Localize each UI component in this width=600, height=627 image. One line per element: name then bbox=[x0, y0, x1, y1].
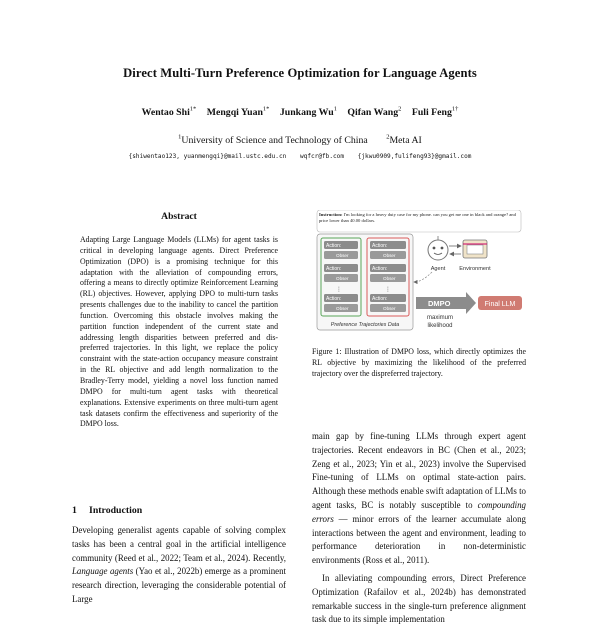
likelihood-label: likelihood bbox=[427, 323, 453, 329]
right-column-text bbox=[312, 430, 526, 627]
email-list bbox=[0, 153, 600, 160]
agent-icon bbox=[428, 236, 448, 260]
collect-arrow bbox=[414, 272, 432, 282]
figure-1 bbox=[312, 210, 526, 338]
action-label: Action: bbox=[326, 266, 342, 272]
author: Fuli Feng$^{1\dagger}$ bbox=[411, 106, 459, 119]
author: Junkang Wu$^1$ bbox=[279, 106, 337, 119]
environment-label: Environment bbox=[459, 266, 491, 272]
figure-diagram bbox=[312, 210, 526, 338]
observation-label: Obser bbox=[383, 276, 396, 281]
affiliation: $^2$Meta AI bbox=[386, 134, 422, 147]
paragraph: main gap by fine-tuning LLMs through expert agent trajectories. Recent endeavors in BC (Chen et al., 2023; Zeng et al., 2023; Yin et al., 2023) involve the Supervised Fine-tuning of LLMs on optimal state-action pairs. Although these methods enable swift adaptation of LLMs to agent tasks, BC is notably susceptible to compounding errors — minor errors of the learner accumulate along interactions between the agent and environment, leading to performance deterioration in non-deterministic environments (Ross et al., 2011). bbox=[312, 431, 526, 566]
figure-caption: Figure 1: Illustration of DMPO loss, which directly optimizes the RL objective by maximizing the likelihood of the preferred trajectory over the dispreferred trajectory. bbox=[312, 347, 526, 378]
final-llm-label: Final LLM bbox=[484, 301, 516, 308]
ellipsis-mark: ⋮ bbox=[336, 287, 342, 293]
introduction-text: Developing generalist agents capable of solving complex tasks has been a central goal in the artificial intelligence community (Reed et al., 2022; Team et al., 2024). Recently, Language agents (Yao et al., 2022b) emerge as a prominent research direction, leveraging the considerable potential of Large bbox=[72, 525, 286, 604]
observation-label: Obser bbox=[383, 306, 396, 311]
dataset-label: Preference Trajectories Data bbox=[330, 322, 400, 328]
environment-icon bbox=[463, 240, 487, 258]
action-label: Action: bbox=[372, 296, 388, 302]
abstract-section bbox=[72, 211, 286, 430]
email[interactable]: {shiwentao123, yuanmengqi}@mail.ustc.edu.cn bbox=[128, 153, 287, 160]
email[interactable]: {jkwu0909,fulifeng93}@gmail.com bbox=[357, 153, 472, 160]
max-label: maximum bbox=[426, 315, 454, 321]
ellipsis-mark: ⋮ bbox=[385, 287, 391, 293]
author: Mengqi Yuan$^{1*}$ bbox=[206, 106, 270, 119]
affiliations bbox=[0, 134, 600, 146]
section-heading-introduction: 1 Introduction bbox=[72, 505, 143, 516]
agent-label: Agent bbox=[430, 266, 446, 272]
author: Qifan Wang$^2$ bbox=[347, 106, 402, 119]
email[interactable]: wqfcr@fb.com bbox=[300, 153, 345, 160]
paper-title: Direct Multi-Turn Preference Optimization for Language Agents bbox=[123, 66, 477, 80]
instruction-box bbox=[317, 210, 521, 232]
observation-label: Obser bbox=[383, 253, 396, 258]
abstract-text: Adapting Large Language Models (LLMs) for agent tasks is critical in developing language agents. Direct Preference Optimization (DPO) is a promising technique for this adaptation with the alleviation of compounding errors, offering a means to directly optimize Reinforcement Learning (RL) objectives. However, applying DPO to multi-turn tasks presents challenges due to the inability to cancel the partition function. Overcoming this obstacle involves making the partition function independent of the current state and addressing length disparities between preferred and dis-preferred trajectories. In this light, we replace the policy constraint with the state-action occupancy measure constraint in the RL objective and add length normalization to the Bradley-Terry model, yielding a novel loss function named DMPO for multi-turn agent tasks with theoretical explanations. Extensive experiments on three multi-turn agent task datasets confirm the effectiveness and superiority of the DMPO loss. bbox=[80, 235, 278, 429]
author-list bbox=[0, 106, 600, 118]
affiliation: $^1$University of Science and Technology of China bbox=[178, 134, 368, 147]
action-label: Action: bbox=[372, 243, 388, 249]
observation-label: Obser bbox=[336, 253, 349, 258]
paragraph: In alleviating compounding errors, Direct Preference Optimization (Rafailov et al., 2024b) has demonstrated remarkable success in the single-turn preference alignment task due to its simple implementation bbox=[312, 572, 526, 625]
observation-label: Obser bbox=[336, 306, 349, 311]
observation-label: Obser bbox=[336, 276, 349, 281]
action-label: Action: bbox=[372, 266, 388, 272]
abstract-heading: Abstract bbox=[161, 211, 197, 222]
dmpo-label: DMPO bbox=[428, 299, 451, 308]
author: Wentao Shi$^{1*}$ bbox=[141, 106, 197, 119]
action-label: Action: bbox=[326, 243, 342, 249]
figure-instruction: Instruction: I'm looking for a heavy duty case for my phone. can you get me one in black and orange? and price lower than 40.00 dollars. bbox=[319, 212, 516, 224]
action-label: Action: bbox=[326, 296, 342, 302]
